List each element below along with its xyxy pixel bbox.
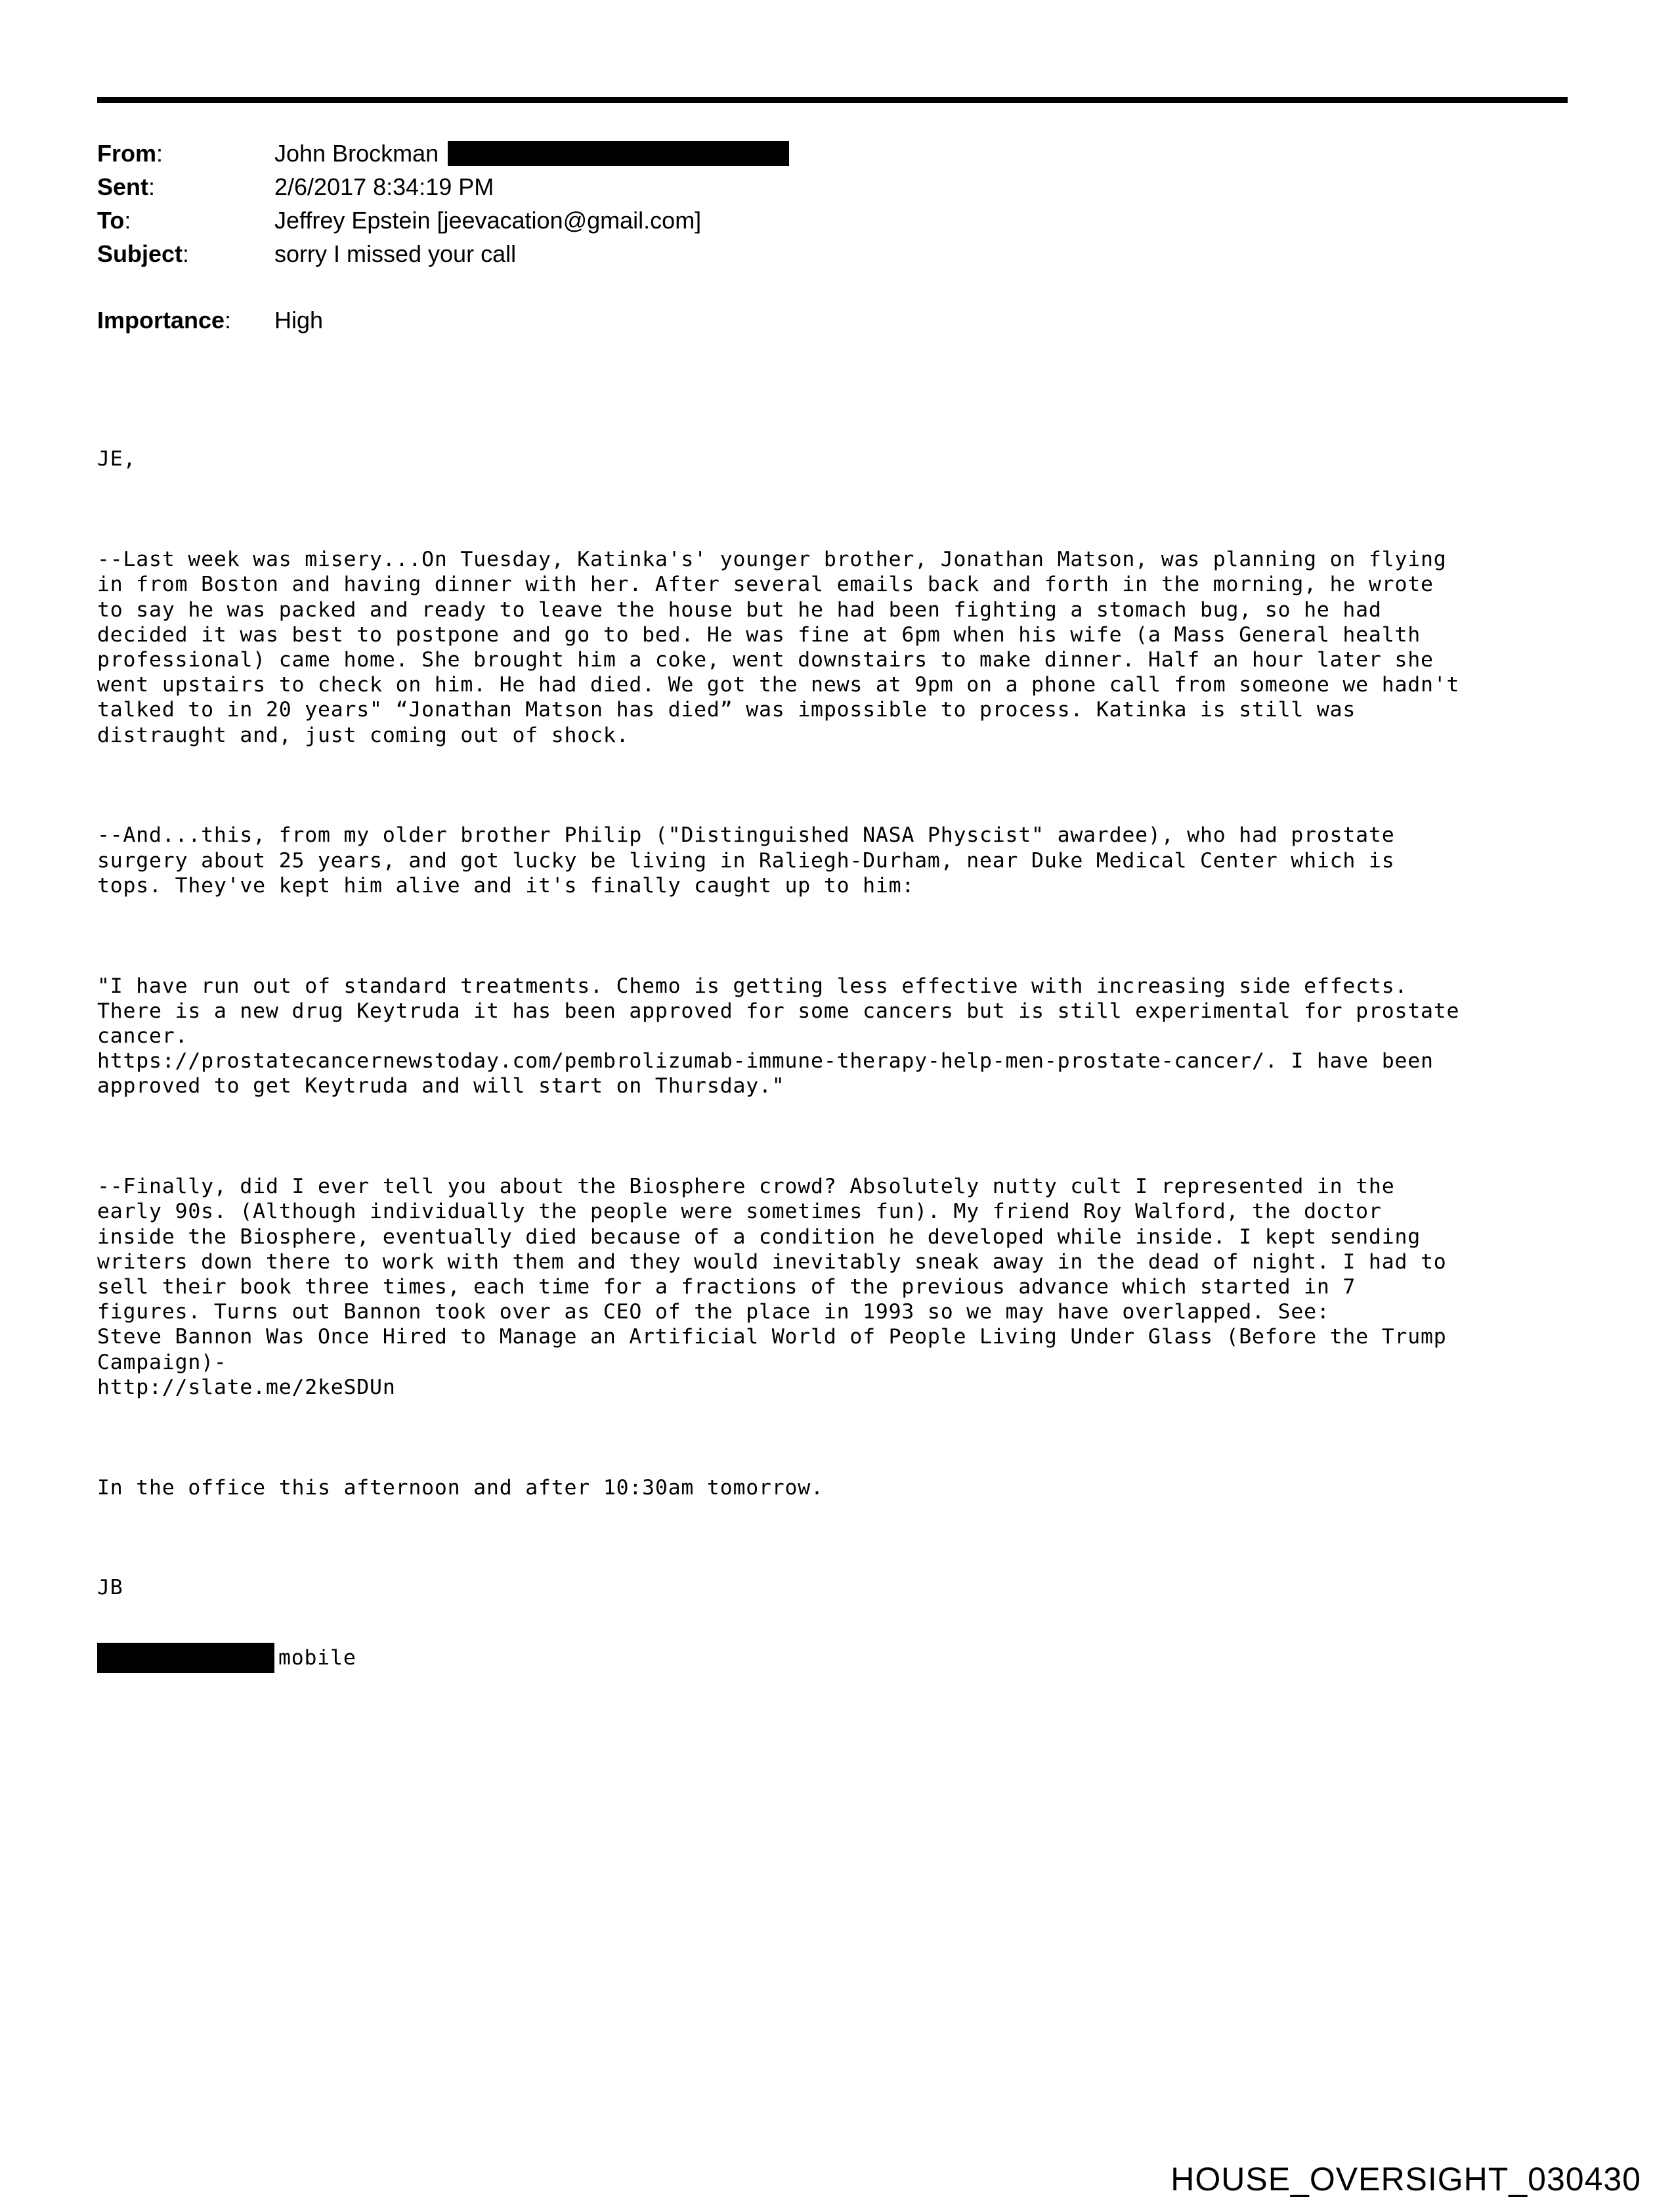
paragraph-quote: "I have run out of standard treatments. Chemo is getting less effective with increasing side effects. There is a new drug Keytruda it has been approved for some cancers but is still experimental for prostate cancer. https://prostatecancernewstoday.com/pembrolizumab-immune-therapy-help-men-prostate-cancer/. I have been approved to get Keytruda and will start on Thursday." (97, 974, 1460, 1098)
to-value: Jeffrey Epstein [jeevacation@gmail.com] (274, 207, 702, 234)
paragraph-biosphere: --Finally, did I ever tell you about the Biosphere crowd? Absolutely nutty cult I represented in the early 90s. (Although individually the people were sometimes fun). My friend Roy Walford, the doctor inside the Biosphere, eventually died because of a condition he developed while inside. I kept sending writers down there to work with them and they would inevitably sneak away in the dead of night. I had to sell their book three times, each time for a fractions of the previous advance which started in 7 figures. Turns out Bannon took over as CEO of the place in 1993 so we may have overlapped. See: Steve Bannon Was Once Hired to Manage an Artificial World of People Living Under Glass (Before the Trump Campaign)- http://slate.me/2keSDUn (97, 1175, 1447, 1399)
to-label: To (97, 207, 125, 234)
signature-phone-line (97, 1643, 1581, 1673)
sent-row: Sent: 2/6/2017 8:34:19 PM (97, 170, 789, 204)
to-row: To: Jeffrey Epstein [jeevacation@gmail.com] (97, 204, 789, 237)
sent-label: Sent (97, 173, 149, 200)
sent-value: 2/6/2017 8:34:19 PM (274, 173, 494, 200)
redaction-bar-sender-email (448, 141, 789, 166)
signature-initials: JB (97, 1576, 123, 1600)
subject-row: Subject: sorry I missed your call (97, 237, 789, 271)
bates-number: HOUSE_OVERSIGHT_030430 (1170, 2161, 1641, 2198)
from-value: John Brockman (274, 140, 439, 167)
subject-label: Subject (97, 240, 183, 267)
paragraph-matson: --Last week was misery...On Tuesday, Katinka's' younger brother, Jonathan Matson, was planning on flying in from Boston and having dinner with her. After several emails back and forth in the morning, he wrote to say he was packed and ready to leave the house but he had been fighting a stomach bug, so he had decided it was best to postpone and go to bed. He was fine at 6pm when his wife (a Mass General health professional) came home. She brought him a coke, went downstairs to make dinner. Half an hour later she went upstairs to check on him. He had died. We got the news at 9pm on a phone call from someone we hadn't talked to in 20 years" “Jonathan Matson has died” was impossible to process. Katinka is still was distraught and, just coming out of shock. (97, 548, 1460, 747)
signature-phone-suffix: mobile (278, 1645, 356, 1670)
paragraph-philip: --And...this, from my older brother Philip ("Distinguished NASA Physcist" awardee), who had prostate surgery about 25 years, and got lucky be living in Raliegh-Durham, near Duke Medical Center which is tops. They've kept him alive and it's finally caught up to him: (97, 823, 1395, 898)
email-body (97, 397, 1581, 1698)
redaction-bar-phone (97, 1643, 274, 1673)
from-label: From (97, 140, 156, 167)
from-row: From: John Brockman (97, 137, 789, 170)
importance-row: Importance: High (97, 303, 789, 337)
greeting: JE, (97, 447, 137, 471)
importance-label: Importance (97, 307, 225, 334)
header-rule (97, 97, 1568, 103)
paragraph-office: In the office this afternoon and after 10:30am tomorrow. (97, 1475, 824, 1500)
subject-value: sorry I missed your call (274, 240, 517, 267)
email-header (97, 137, 789, 337)
importance-value: High (274, 307, 324, 334)
